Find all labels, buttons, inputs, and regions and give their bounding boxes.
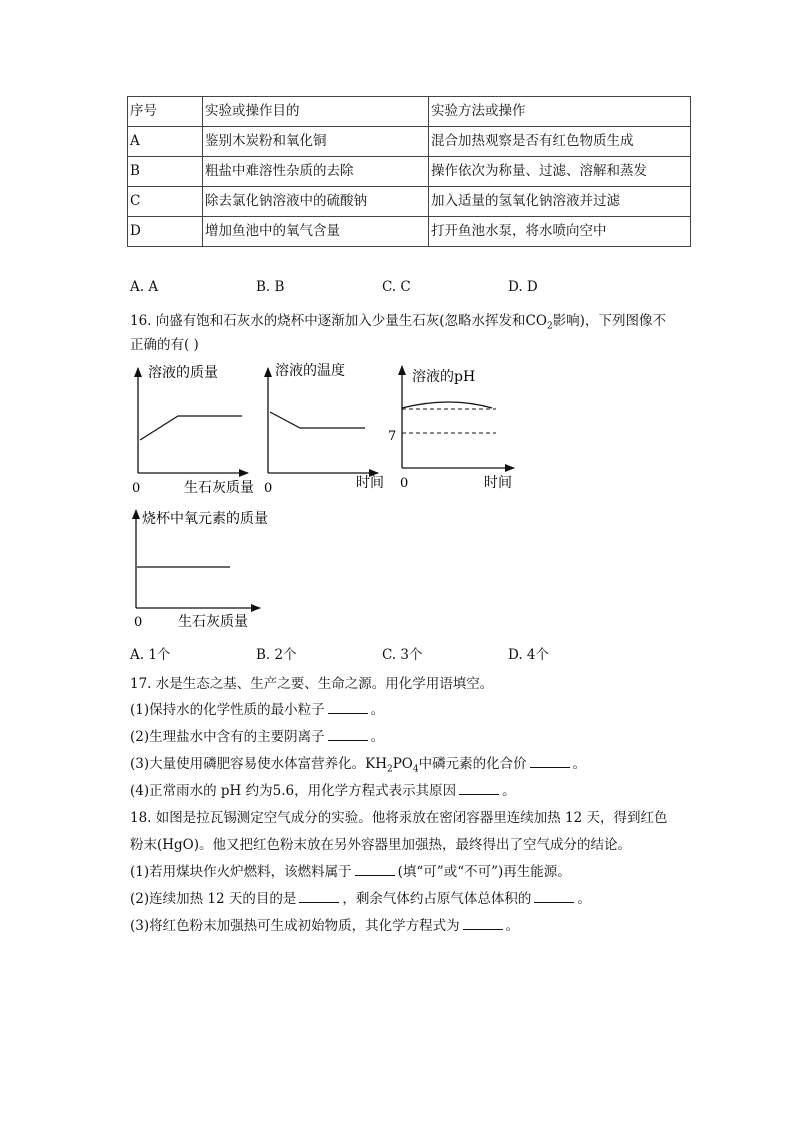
q16-stem-line2: 正确的有( )	[130, 337, 199, 353]
period: 。	[370, 702, 385, 718]
table-row	[128, 217, 691, 247]
table-header-row	[128, 97, 691, 127]
y-label: 烧杯中氧元素的质量	[142, 511, 268, 527]
q16-graphs	[120, 360, 540, 640]
q16-stem-text: 16. 向盛有饱和石灰水的烧杯中逐渐加入少量生石灰(忽略水挥发和CO	[130, 313, 547, 329]
table-header-cell: 序号	[128, 97, 203, 127]
period: 。	[577, 891, 591, 907]
answer-blank[interactable]	[463, 917, 503, 930]
x-label: 时间	[484, 475, 512, 491]
q17-part1	[130, 698, 384, 718]
experiment-table	[127, 96, 691, 247]
q15-option-a: A. A	[130, 279, 159, 295]
table-cell: 粗盐中难溶性杂质的去除	[203, 157, 429, 187]
table-cell: 混合加热观察是否有红色物质生成	[429, 127, 691, 157]
table-cell: 操作依次为称量、过滤、溶解和蒸发	[429, 157, 691, 187]
table-cell: C	[128, 187, 203, 217]
q18-part1	[130, 860, 571, 880]
q16-stem-subscript: 2	[546, 321, 553, 332]
answer-blank[interactable]	[530, 755, 570, 768]
answer-blank[interactable]	[534, 890, 574, 903]
q18-part3	[130, 914, 519, 934]
origin-label: 0	[132, 481, 141, 496]
period: 。	[505, 918, 520, 934]
q15-option-c: C. C	[382, 279, 411, 295]
q16-stem-text: 影响)，下列图像不	[552, 313, 666, 329]
graph-beaker-oxygen-mass	[134, 510, 268, 630]
q18-part2-text: (2)连续加热 12 天的目的是	[130, 891, 297, 907]
q16-option-b: B. 2个	[256, 647, 297, 663]
period: 。	[572, 756, 587, 772]
y-label: 溶液的pH	[412, 369, 476, 385]
table-cell: 增加鱼池中的氧气含量	[203, 217, 429, 247]
q17-part4	[130, 779, 516, 799]
table-cell: 加入适量的氢氧化钠溶液并过滤	[429, 187, 691, 217]
q17-part4-text: (4)正常雨水的 pH 约为5.6，用化学方程式表示其原因	[130, 783, 457, 799]
table-cell: B	[128, 157, 203, 187]
q16-stem-line1	[130, 309, 666, 332]
q17-part2	[130, 725, 384, 745]
q18-part2	[130, 887, 591, 907]
curve	[402, 402, 492, 408]
tick-label: 7	[388, 429, 397, 444]
q18-stem-line2: 粉末(HgO)。他又把红色粉末放在另外容器里加强热，最终得出了空气成分的结论。	[130, 837, 632, 853]
answer-blank[interactable]	[328, 728, 368, 741]
x-label: 生石灰质量	[178, 614, 248, 630]
q16-option-a: A. 1个	[130, 647, 171, 663]
answer-blank[interactable]	[355, 863, 395, 876]
q15-option-b: B. B	[256, 279, 285, 295]
q18-part1-text: (填“可”或“不可”)再生能源。	[397, 864, 571, 880]
table-cell: 除去氯化钠溶液中的硫酸钠	[203, 187, 429, 217]
table-row	[128, 127, 691, 157]
q17-part3-text: (3)大量使用磷肥容易使水体富营养化。KH	[130, 756, 387, 772]
q18-stem-line1: 18. 如图是拉瓦锡测定空气成分的实验。他将汞放在密闭容器里连续加热 12 天，得到红色	[130, 810, 668, 826]
answer-blank[interactable]	[459, 782, 499, 795]
graph-solution-mass	[132, 364, 254, 496]
q17-part3-text: 中磷元素的化合价	[418, 756, 527, 772]
graph-solution-ph	[388, 366, 514, 491]
origin-label: 0	[400, 476, 409, 491]
subscript: 4	[412, 764, 419, 775]
answer-blank[interactable]	[299, 890, 339, 903]
q18-part2-text: ，剩余气体约占原气体总体积的	[342, 891, 532, 907]
x-label: 时间	[356, 475, 384, 491]
table-cell: 鉴别木炭粉和氧化铜	[203, 127, 429, 157]
q16-option-c: C. 3个	[382, 647, 423, 663]
period: 。	[370, 729, 385, 745]
origin-label: 0	[134, 615, 143, 630]
curve	[140, 416, 242, 440]
table-cell: D	[128, 217, 203, 247]
q17-stem: 17. 水是生态之基、生产之要、生命之源。用化学用语填空。	[130, 676, 494, 692]
table-cell: 打开鱼池水泵，将水喷向空中	[429, 217, 691, 247]
q17-part2-text: (2)生理盐水中含有的主要阴离子	[130, 729, 325, 745]
q18-part1-text: (1)若用煤块作火炉燃料，该燃料属于	[130, 864, 352, 880]
x-label: 生石灰质量	[184, 480, 254, 496]
table-header-cell: 实验方法或操作	[429, 97, 691, 127]
subscript: 2	[386, 764, 393, 775]
table-row	[128, 157, 691, 187]
curve	[270, 412, 365, 428]
origin-label: 0	[264, 481, 273, 496]
q18-part3-text: (3)将红色粉末加强热可生成初始物质，其化学方程式为	[130, 918, 460, 934]
q17-part1-text: (1)保持水的化学性质的最小粒子	[130, 702, 325, 718]
q17-part3-text: PO	[392, 756, 413, 772]
y-label: 溶液的质量	[148, 365, 218, 381]
y-label: 溶液的温度	[275, 363, 345, 379]
q17-part3	[130, 752, 586, 775]
table-header-cell: 实验或操作目的	[203, 97, 429, 127]
graph-solution-temperature	[264, 362, 384, 496]
answer-blank[interactable]	[328, 701, 368, 714]
table-row	[128, 187, 691, 217]
period: 。	[502, 783, 516, 799]
q16-option-d: D. 4个	[508, 647, 550, 663]
q15-option-d: D. D	[508, 279, 538, 295]
table-cell: A	[128, 127, 203, 157]
